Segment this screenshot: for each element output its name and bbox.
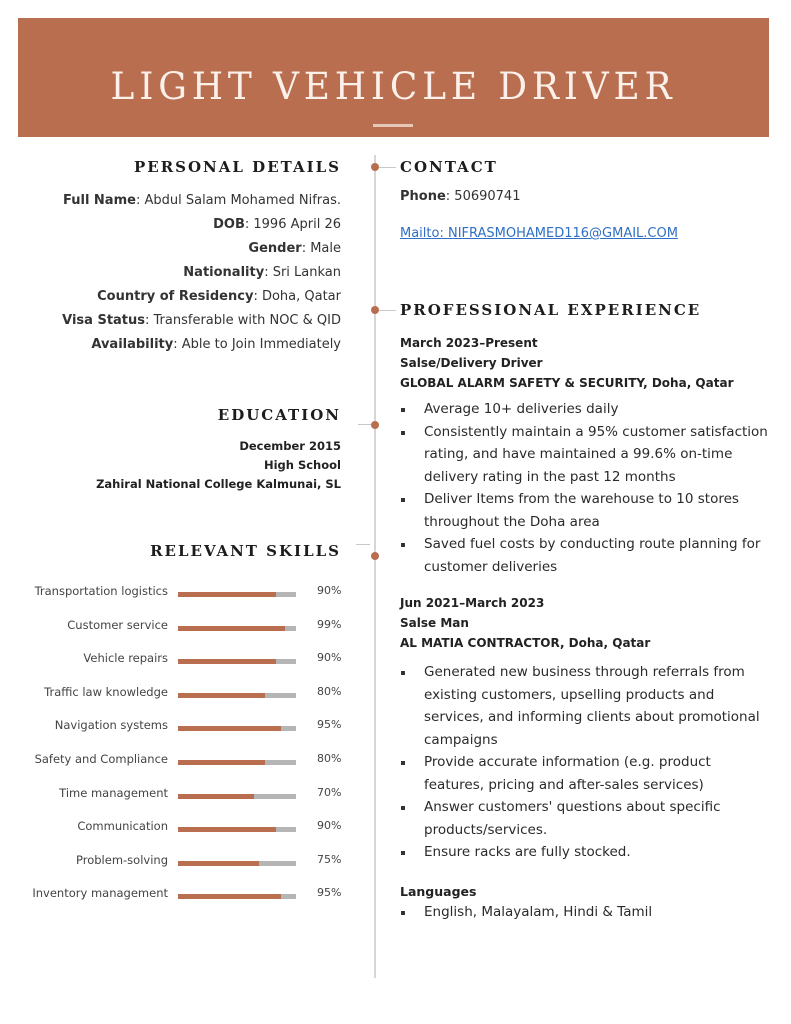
timeline-connector	[378, 167, 396, 168]
phone-value: : 50690741	[445, 189, 521, 204]
detail-label: Full Name	[63, 193, 136, 208]
detail-value: : Transferable with NOC & QID	[145, 313, 341, 328]
email-link[interactable]: Mailto: NIFRASMOHAMED116@GMAIL.COM	[400, 226, 678, 241]
detail-dob	[11, 213, 341, 237]
detail-value: : Doha, Qatar	[253, 289, 341, 304]
skill-percent: 80%	[317, 684, 342, 698]
experience-heading: PROFESSIONAL EXPERIENCE	[400, 301, 702, 319]
skill-name: Transportation logistics	[34, 584, 168, 598]
bullet-item: Consistently maintain a 95% customer satisfaction rating, and have maintained a 99.6% on-time delivery rating in the past 12 months	[400, 421, 770, 489]
job-entry	[400, 333, 770, 578]
skill-row	[20, 681, 350, 715]
contact-phone	[400, 189, 770, 204]
skill-percent: 95%	[317, 886, 342, 900]
skill-bar-track	[178, 827, 296, 832]
skill-bar-track	[178, 760, 296, 765]
skill-row	[20, 882, 350, 916]
skill-name: Vehicle repairs	[83, 651, 168, 666]
skill-bar-fill	[178, 794, 254, 799]
language-item: English, Malayalam, Hindi & Tamil	[400, 901, 770, 924]
personal-details-list	[11, 189, 341, 357]
skill-row	[20, 748, 350, 782]
timeline-dot-contact	[371, 163, 379, 171]
skill-bar-track	[178, 894, 296, 899]
skill-percent: 90%	[317, 584, 342, 597]
job-company: AL MATIA CONTRACTOR, Doha, Qatar	[400, 636, 651, 650]
skill-bar-fill	[178, 626, 285, 631]
header-banner	[18, 18, 769, 137]
skill-percent: 75%	[317, 852, 342, 866]
languages-section	[400, 884, 770, 924]
detail-label: Gender	[248, 241, 302, 256]
skill-name: Traffic law knowledge	[44, 684, 168, 699]
skills-heading: RELEVANT SKILLS	[150, 542, 341, 560]
education-heading: EDUCATION	[217, 406, 341, 424]
skill-bar-fill	[178, 861, 259, 866]
skill-name: Navigation systems	[54, 718, 168, 733]
bullet-item: Answer customers' questions about specific products/services.	[400, 796, 770, 841]
skill-bar-track	[178, 794, 296, 799]
skill-name: Safety and Compliance	[34, 751, 168, 766]
skill-bar-fill	[178, 592, 276, 597]
skill-percent: 90%	[317, 819, 342, 833]
detail-value: : Able to Join Immediately	[173, 337, 341, 352]
skill-percent: 99%	[317, 617, 342, 631]
job-dates: March 2023–Present	[400, 336, 538, 350]
skill-row	[20, 782, 350, 816]
skill-percent: 80%	[317, 751, 342, 765]
skill-bar-track	[178, 861, 296, 866]
timeline-dot-education	[371, 421, 379, 429]
timeline-connector	[378, 310, 396, 311]
skill-row	[20, 580, 350, 614]
phone-label: Phone	[400, 189, 446, 204]
skill-bar-fill	[178, 894, 281, 899]
detail-label: Country of Residency	[97, 289, 254, 304]
job-entry	[400, 593, 770, 864]
skill-row	[20, 714, 350, 748]
skill-name: Inventory management	[32, 886, 168, 901]
skill-percent: 90%	[317, 651, 342, 665]
timeline-dot-skills	[371, 552, 379, 560]
skill-percent: 95%	[317, 718, 342, 732]
education-entry	[11, 437, 341, 494]
languages-list	[400, 901, 770, 924]
skill-row	[20, 849, 350, 883]
detail-availability	[11, 333, 341, 357]
detail-gender	[11, 237, 341, 261]
skill-bar-track	[178, 726, 296, 731]
bullet-item: Deliver Items from the warehouse to 10 stores throughout the Doha area	[400, 488, 770, 533]
detail-value: : Sri Lankan	[264, 265, 341, 280]
detail-label: DOB	[213, 217, 245, 232]
bullet-item: Ensure racks are fully stocked.	[400, 841, 770, 864]
skill-bar-track	[178, 693, 296, 698]
skill-bar-fill	[178, 827, 276, 832]
bullet-item: Generated new business through referrals from existing customers, upselling products and services, and informing clients about promotional campaigns	[400, 661, 770, 751]
education-school: Zahiral National College Kalmunai, SL	[96, 477, 341, 491]
job-dates: Jun 2021–March 2023	[400, 596, 545, 610]
timeline-connector	[358, 424, 372, 425]
timeline-dot-experience	[371, 306, 379, 314]
bullet-item: Average 10+ deliveries daily	[400, 398, 770, 421]
job-bullets	[400, 398, 770, 578]
detail-value: : Abdul Salam Mohamed Nifras.	[135, 193, 341, 208]
skill-bar-track	[178, 659, 296, 664]
contact-heading: CONTACT	[400, 158, 498, 176]
skill-bar-fill	[178, 726, 281, 731]
job-role: Salse/Delivery Driver	[400, 356, 543, 370]
skill-row	[20, 614, 350, 648]
detail-value: : Male	[301, 241, 341, 256]
detail-label: Availability	[91, 337, 174, 352]
resume-title: LIGHT VEHICLE DRIVER	[110, 65, 677, 108]
bullet-item: Saved fuel costs by conducting route planning for customer deliveries	[400, 533, 770, 578]
skill-name: Communication	[77, 819, 168, 834]
skill-bar-fill	[178, 693, 265, 698]
skill-bar-fill	[178, 659, 276, 664]
detail-nationality	[11, 261, 341, 285]
skill-name: Customer service	[67, 617, 168, 632]
title-underline	[373, 124, 413, 127]
job-company: GLOBAL ALARM SAFETY & SECURITY, Doha, Qatar	[400, 376, 734, 390]
education-level: High School	[263, 458, 341, 472]
personal-details-heading: PERSONAL DETAILS	[133, 158, 341, 176]
skill-percent: 70%	[317, 785, 342, 799]
skill-bar-track	[178, 626, 296, 631]
detail-label: Nationality	[183, 265, 265, 280]
detail-residency	[11, 285, 341, 309]
bullet-item: Provide accurate information (e.g. product features, pricing and after-sales services)	[400, 751, 770, 796]
education-date: December 2015	[239, 439, 341, 453]
timeline-divider	[374, 155, 376, 978]
detail-visa-status	[11, 309, 341, 333]
job-role: Salse Man	[400, 616, 469, 630]
job-bullets	[400, 661, 770, 864]
detail-value: : 1996 April 26	[244, 217, 341, 232]
languages-heading: Languages	[400, 884, 477, 899]
skill-row	[20, 815, 350, 849]
skill-row	[20, 647, 350, 681]
skills-list	[20, 580, 350, 916]
skill-bar-fill	[178, 760, 265, 765]
detail-label: Visa Status	[62, 313, 146, 328]
detail-full-name	[11, 189, 341, 213]
skill-name: Time management	[59, 785, 168, 800]
timeline-connector	[356, 544, 370, 545]
skill-name: Problem-solving	[76, 852, 168, 867]
skill-bar-track	[178, 592, 296, 597]
